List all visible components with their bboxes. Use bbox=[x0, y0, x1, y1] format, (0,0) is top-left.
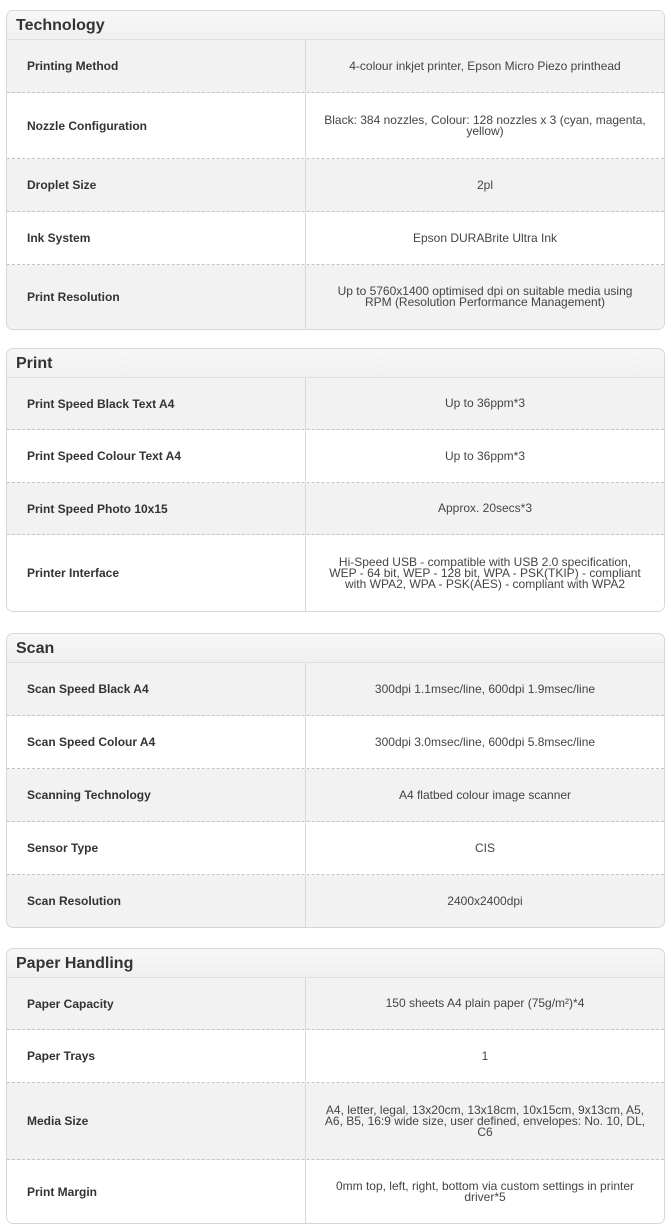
spec-table bbox=[7, 662, 664, 927]
spec-label: Printer Interface bbox=[7, 535, 306, 611]
spec-value: 1 bbox=[481, 1048, 489, 1063]
spec-value: A4, letter, legal, 13x20cm, 13x18cm, 10x15cm, 9x13cm, A5, A6, B5, 16:9 wide size, user defined, envelopes: No. 10, DL, C6 bbox=[324, 1102, 646, 1139]
spec-value: 2400x2400dpi bbox=[447, 893, 523, 908]
spec-label: Print Speed Photo 10x15 bbox=[7, 483, 306, 534]
spec-value: 300dpi 1.1msec/line, 600dpi 1.9msec/line bbox=[374, 681, 596, 696]
spec-table bbox=[7, 377, 664, 611]
spec-value: Up to 36ppm*3 bbox=[444, 396, 526, 410]
table-row bbox=[7, 430, 664, 483]
spec-label: Scan Speed Black A4 bbox=[7, 663, 306, 715]
table-row bbox=[7, 1160, 664, 1223]
spec-value: A4 flatbed colour image scanner bbox=[398, 787, 572, 802]
table-row bbox=[7, 716, 664, 769]
table-row bbox=[7, 769, 664, 822]
spec-value: Hi-Speed USB - compatible with USB 2.0 specification, WEP - 64 bit, WEP - 128 bit, WPA - PSK(TKIP) - compliant with WPA2, WPA - PSK(AES) - compliant with WPA2 bbox=[329, 554, 641, 591]
spec-value: 0mm top, left, right, bottom via custom settings in printer driver*5 bbox=[335, 1178, 635, 1204]
spec-label: Scanning Technology bbox=[7, 769, 306, 821]
spec-label: Paper Trays bbox=[7, 1030, 306, 1082]
spec-label: Nozzle Configuration bbox=[7, 93, 306, 158]
spec-table bbox=[7, 977, 664, 1223]
section-title: Paper Handling bbox=[7, 949, 664, 977]
table-row bbox=[7, 875, 664, 927]
spec-label: Print Speed Colour Text A4 bbox=[7, 430, 306, 482]
spec-section-scan bbox=[6, 633, 665, 928]
spec-value: Up to 36ppm*3 bbox=[444, 448, 526, 463]
spec-section-paper-handling bbox=[6, 948, 665, 1224]
table-row bbox=[7, 40, 664, 93]
table-row bbox=[7, 159, 664, 212]
table-row bbox=[7, 93, 664, 159]
spec-value: Approx. 20secs*3 bbox=[437, 501, 533, 515]
spec-label: Print Speed Black Text A4 bbox=[7, 378, 306, 429]
spec-label: Media Size bbox=[7, 1083, 306, 1159]
table-row bbox=[7, 265, 664, 329]
table-row bbox=[7, 978, 664, 1030]
spec-label: Droplet Size bbox=[7, 159, 306, 211]
spec-label: Printing Method bbox=[7, 40, 306, 92]
table-row bbox=[7, 535, 664, 611]
spec-label: Paper Capacity bbox=[7, 978, 306, 1029]
section-title: Technology bbox=[7, 11, 664, 39]
spec-value: CIS bbox=[474, 840, 495, 855]
spec-label: Scan Resolution bbox=[7, 875, 306, 927]
spec-value: Up to 5760x1400 optimised dpi on suitable media using RPM (Resolution Performance Management) bbox=[337, 284, 633, 309]
section-title: Scan bbox=[7, 634, 664, 662]
table-row bbox=[7, 483, 664, 535]
spec-section-print bbox=[6, 348, 665, 612]
spec-section-technology bbox=[6, 10, 665, 330]
table-row bbox=[7, 1030, 664, 1083]
spec-value: 150 sheets A4 plain paper (75g/m²)*4 bbox=[385, 996, 585, 1010]
table-row bbox=[7, 663, 664, 716]
spec-label: Scan Speed Colour A4 bbox=[7, 716, 306, 768]
spec-value: Black: 384 nozzles, Colour: 128 nozzles x 3 (cyan, magenta, yellow) bbox=[324, 112, 646, 138]
spec-value: Epson DURABrite Ultra Ink bbox=[412, 230, 558, 245]
table-row bbox=[7, 1083, 664, 1160]
spec-table bbox=[7, 39, 664, 329]
section-title: Print bbox=[7, 349, 664, 377]
spec-label: Ink System bbox=[7, 212, 306, 264]
spec-label: Print Margin bbox=[7, 1160, 306, 1223]
table-row bbox=[7, 212, 664, 265]
spec-value: 2pl bbox=[476, 177, 493, 192]
spec-label: Print Resolution bbox=[7, 265, 306, 329]
spec-value: 300dpi 3.0msec/line, 600dpi 5.8msec/line bbox=[374, 734, 596, 749]
table-row bbox=[7, 378, 664, 430]
spec-value: 4-colour inkjet printer, Epson Micro Piezo printhead bbox=[349, 58, 621, 73]
table-row bbox=[7, 822, 664, 875]
spec-label: Sensor Type bbox=[7, 822, 306, 874]
